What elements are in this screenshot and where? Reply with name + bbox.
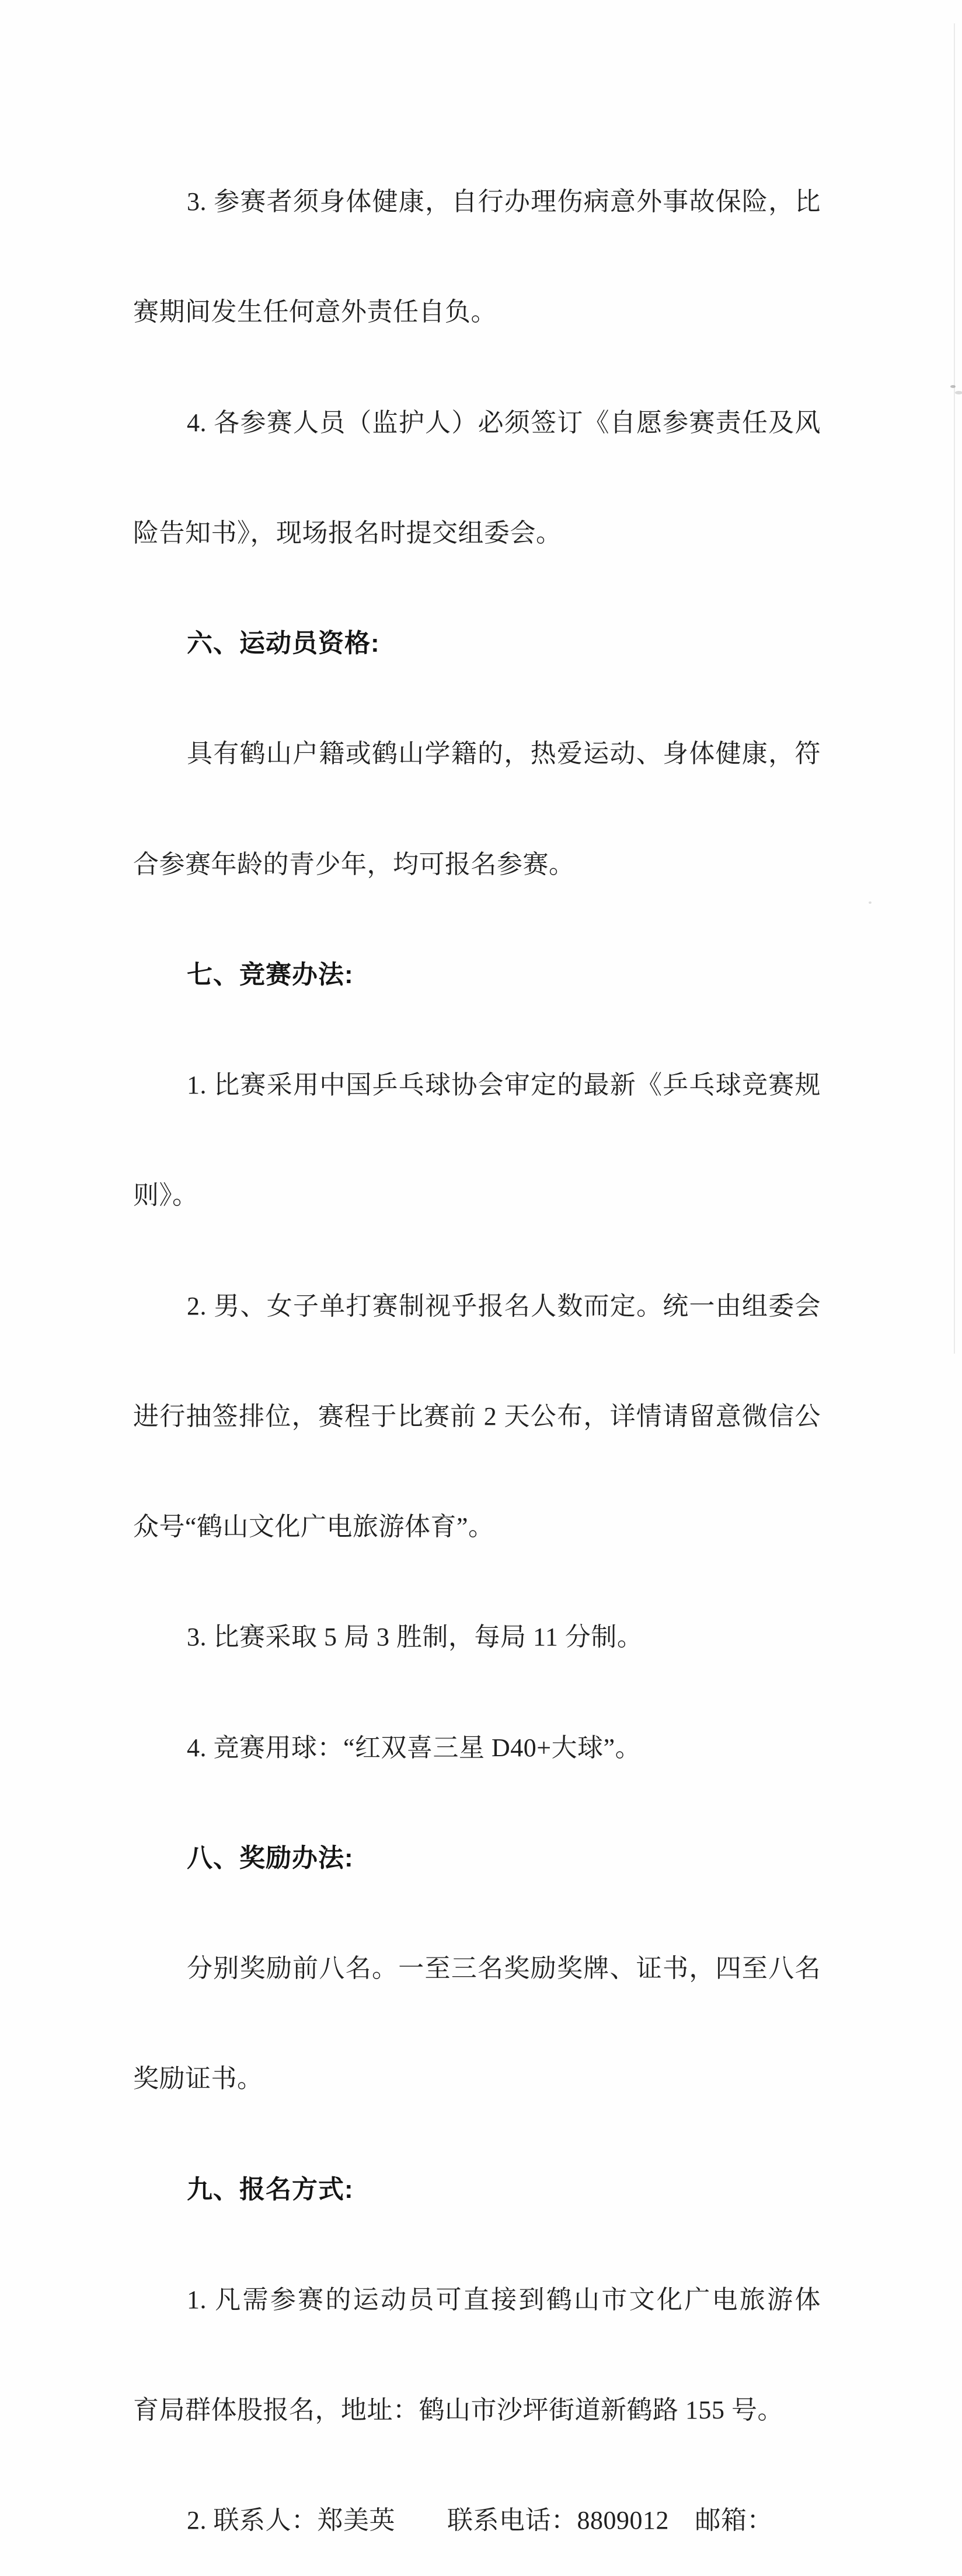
text-line: 3. 参赛者须身体健康，自行办理伤病意外事故保险，比	[187, 187, 821, 216]
text-line: 4. 竞赛用球：“红双喜三星 D40+大球”。	[187, 1733, 642, 1762]
text-line: 分别奖励前八名。一至三名奖励奖牌、证书，四至八名	[187, 1954, 821, 1983]
section-heading: 八、奖励办法:	[187, 1843, 354, 1872]
section-heading: 七、竞赛办法:	[187, 960, 354, 989]
text-line: 育局群体股报名，地址：鹤山市沙坪街道新鹤路 155 号。	[133, 2396, 783, 2424]
text-line: 则》。	[133, 1181, 198, 1210]
scan-smudge	[869, 901, 872, 904]
document-page	[133, 117, 821, 2576]
text-line: 1. 凡需参赛的运动员可直接到鹤山市文化广电旅游体	[187, 2285, 821, 2314]
text-line: 险告知书》，现场报名时提交组委会。	[133, 518, 562, 547]
section-heading: 九、报名方式:	[187, 2175, 354, 2204]
scan-smudge	[950, 385, 956, 388]
scan-smudge	[955, 391, 962, 394]
section-heading: 六、运动员资格:	[187, 629, 380, 658]
text-line: 奖励证书。	[133, 2064, 263, 2093]
text-line: 众号“鹤山文化广电旅游体育”。	[133, 1512, 494, 1541]
text-line: 3. 比赛采取 5 局 3 胜制，每局 11 分制。	[187, 1623, 643, 1652]
text-line: 2. 联系人：郑美英 联系电话：8809012 邮箱：	[187, 2506, 773, 2535]
text-line: 进行抽签排位，赛程于比赛前 2 天公布，详情请留意微信公	[133, 1401, 821, 1431]
text-line: 合参赛年龄的青少年，均可报名参赛。	[133, 850, 575, 879]
text-line: 4. 各参赛人员（监护人）必须签订《自愿参赛责任及风	[187, 408, 821, 437]
scan-artifact-line	[954, 23, 955, 1354]
text-line: 赛期间发生任何意外责任自负。	[133, 298, 497, 327]
text-line: 2. 男、女子单打赛制视乎报名人数而定。统一由组委会	[187, 1291, 821, 1320]
text-line: 1. 比赛采用中国乒乓球协会审定的最新《乒乓球竞赛规	[187, 1071, 821, 1099]
text-line: 具有鹤山户籍或鹤山学籍的，热爱运动、身体健康，符	[187, 739, 821, 768]
